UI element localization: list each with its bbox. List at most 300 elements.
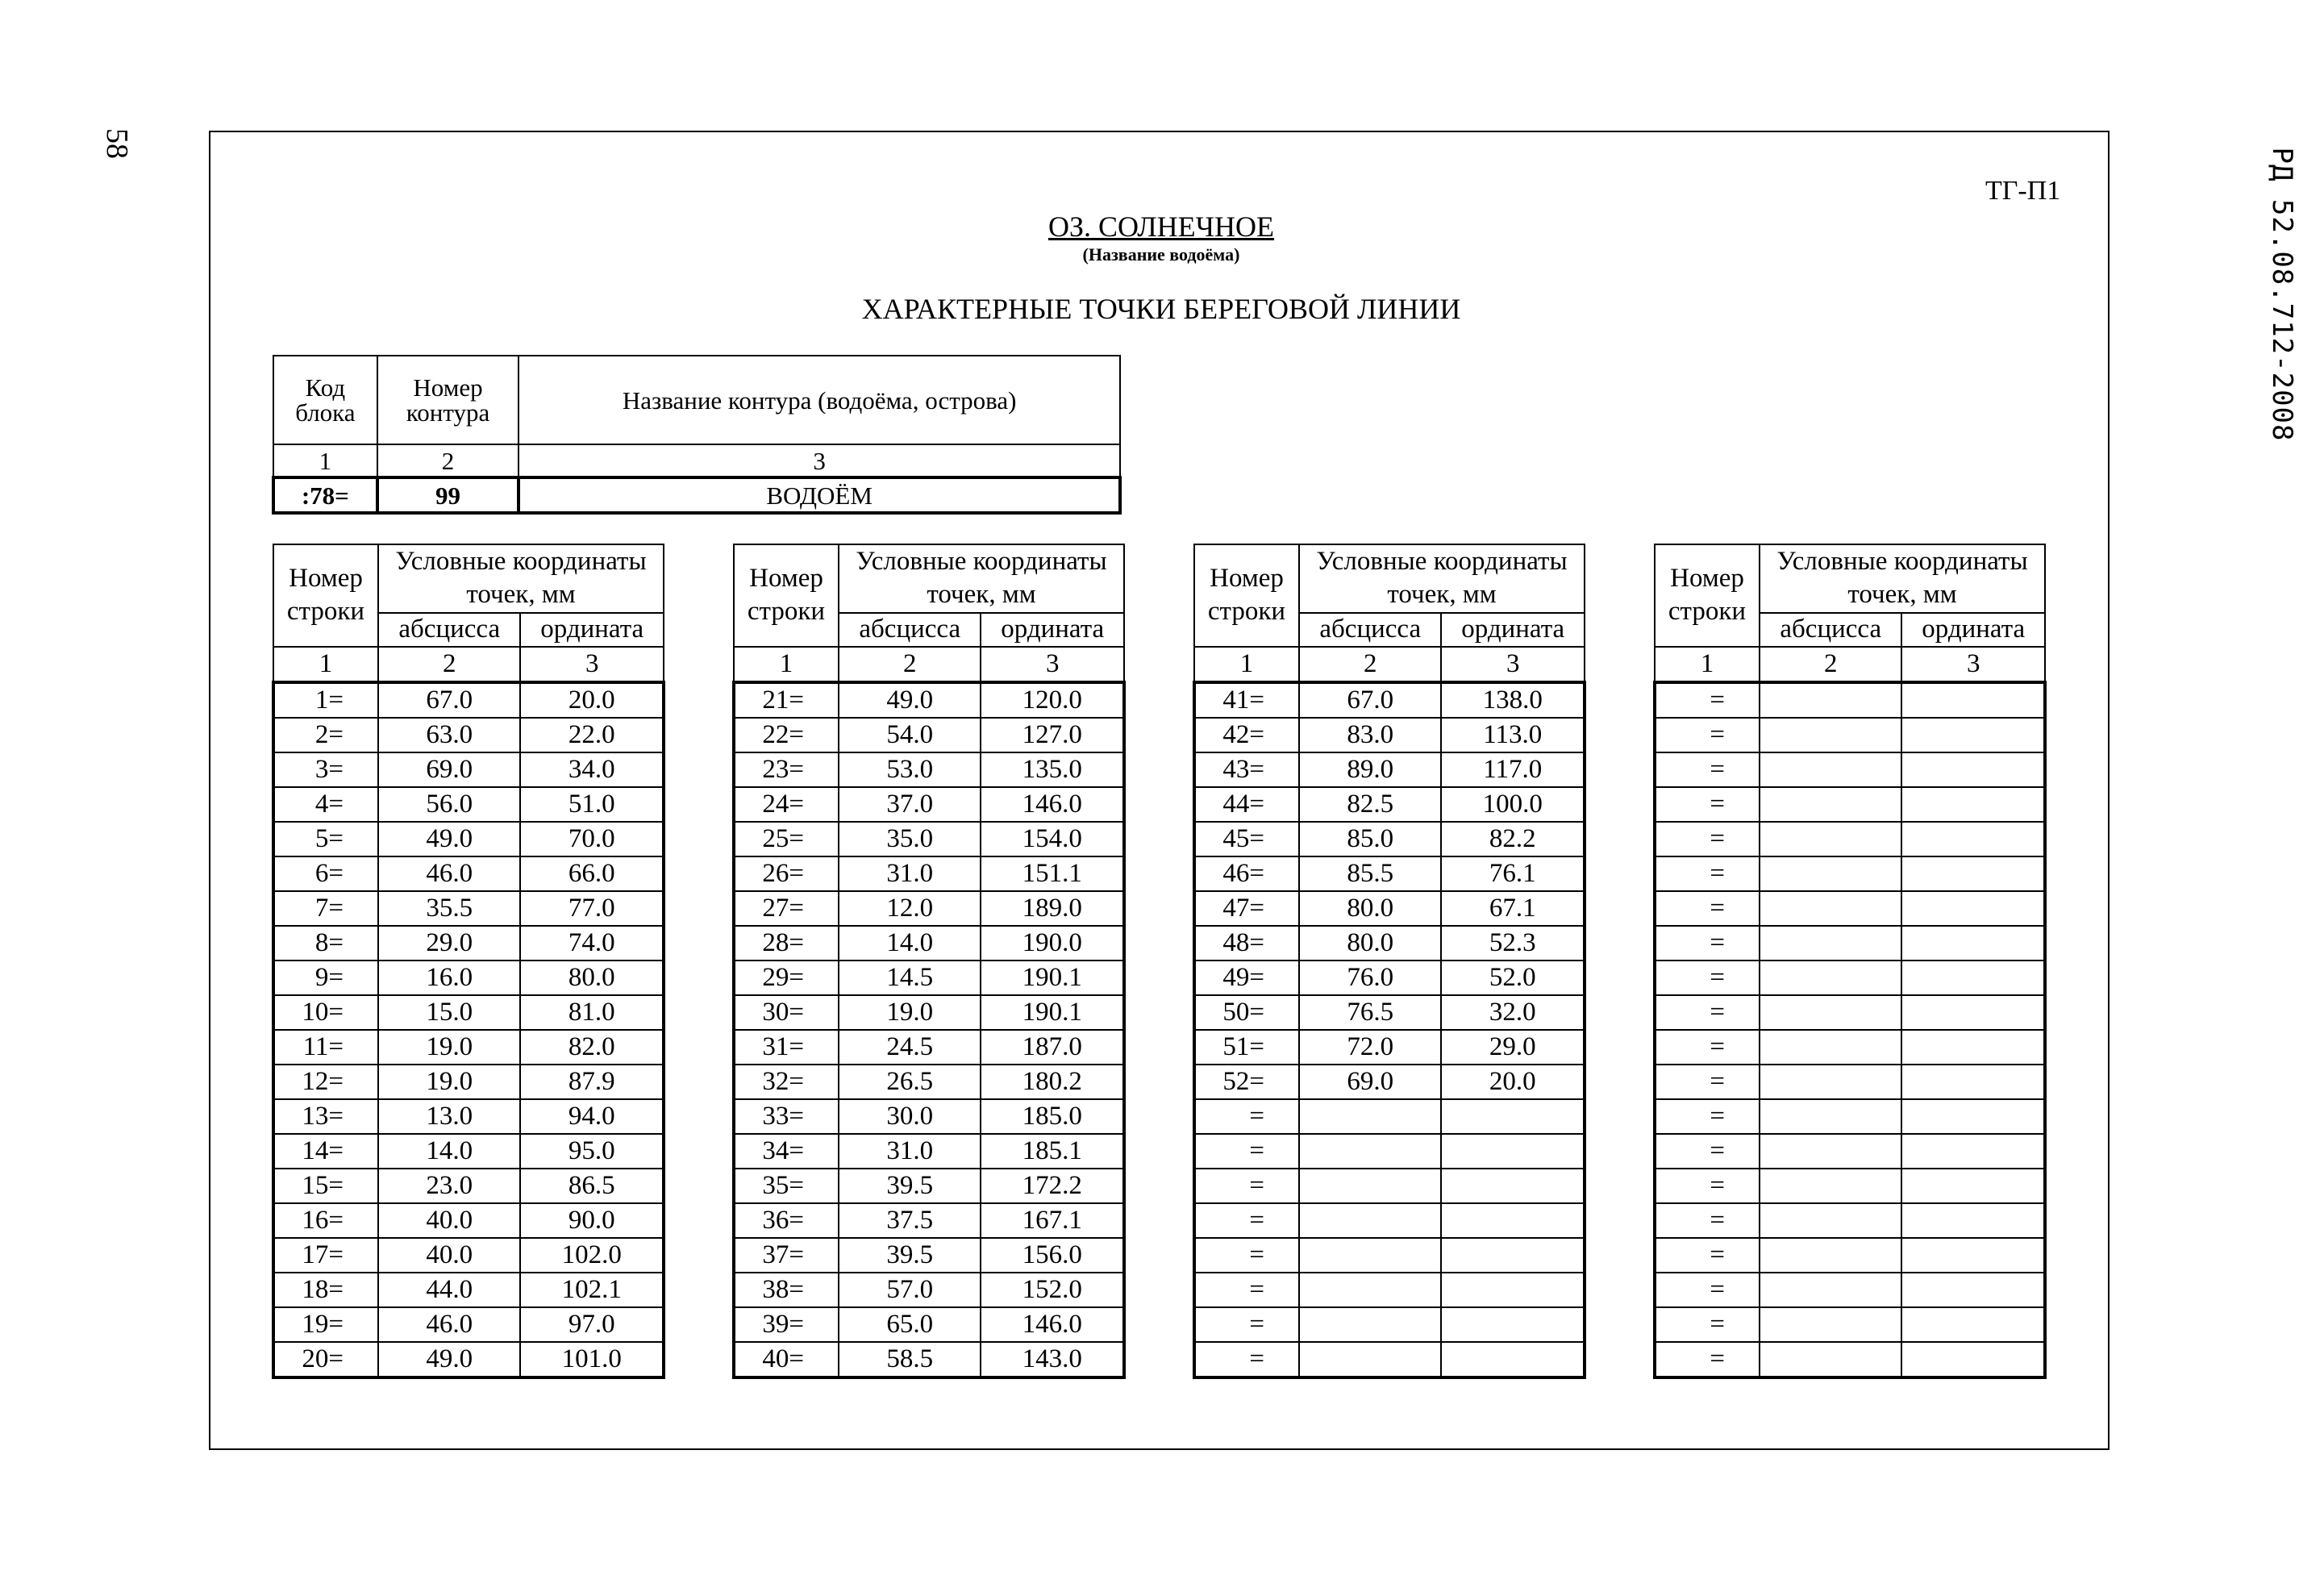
- header-row-number: Номер строки: [1655, 544, 1760, 647]
- abscissa-cell: [1299, 1203, 1441, 1238]
- ordinate-cell: 66.0: [520, 856, 664, 891]
- column-index: 2: [377, 444, 519, 477]
- abscissa-cell: [1760, 1099, 1901, 1134]
- table-row: [1655, 1307, 2045, 1342]
- abscissa-cell: 14.0: [378, 1134, 520, 1169]
- table-row: [1655, 787, 2045, 822]
- ordinate-cell: 67.1: [1441, 891, 1585, 926]
- header-coordinates: Условные координаты точек, мм: [839, 544, 1124, 613]
- row-number-cell: 13=: [273, 1099, 378, 1134]
- abscissa-cell: [1760, 718, 1901, 752]
- ordinate-cell: [1901, 752, 2045, 787]
- abscissa-cell: 76.5: [1299, 995, 1441, 1030]
- header-ordinate: ордината: [981, 613, 1124, 647]
- abscissa-cell: 19.0: [839, 995, 981, 1030]
- abscissa-cell: 72.0: [1299, 1030, 1441, 1065]
- abscissa-cell: 46.0: [378, 856, 520, 891]
- table-row: [1194, 1273, 1585, 1307]
- ordinate-cell: 95.0: [520, 1134, 664, 1169]
- abscissa-cell: 49.0: [378, 822, 520, 856]
- table-row: [1655, 891, 2045, 926]
- ordinate-cell: [1901, 718, 2045, 752]
- table-row: [1655, 1342, 2045, 1377]
- row-number-cell: =: [1655, 891, 1760, 926]
- table-row: [1194, 1307, 1585, 1342]
- table-row: [734, 1238, 1124, 1273]
- ordinate-cell: [1901, 1273, 2045, 1307]
- row-number-cell: 37=: [734, 1238, 839, 1273]
- header-row-number: Номер строки: [273, 544, 378, 647]
- table-row: [1655, 682, 2045, 718]
- abscissa-cell: [1760, 1203, 1901, 1238]
- row-number-cell: 16=: [273, 1203, 378, 1238]
- row-number-cell: 20=: [273, 1342, 378, 1377]
- row-number-cell: 42=: [1194, 718, 1299, 752]
- table-row: [1655, 961, 2045, 995]
- ordinate-cell: 189.0: [981, 891, 1124, 926]
- row-number-cell: =: [1655, 1273, 1760, 1307]
- table-row: [734, 926, 1124, 961]
- row-number-cell: =: [1194, 1307, 1299, 1342]
- row-number-cell: =: [1655, 1065, 1760, 1099]
- ordinate-cell: [1901, 961, 2045, 995]
- table-row: [1194, 787, 1585, 822]
- ordinate-cell: 190.0: [981, 926, 1124, 961]
- abscissa-cell: 85.0: [1299, 822, 1441, 856]
- column-index: 1: [273, 647, 378, 682]
- header-abscissa: абсцисса: [1299, 613, 1441, 647]
- ordinate-cell: 101.0: [520, 1342, 664, 1377]
- row-number-cell: 39=: [734, 1307, 839, 1342]
- row-number-cell: 25=: [734, 822, 839, 856]
- ordinate-cell: [1901, 891, 2045, 926]
- ordinate-cell: 143.0: [981, 1342, 1124, 1377]
- form-code: ТГ-П1: [1985, 176, 2061, 206]
- table-row: [1194, 995, 1585, 1030]
- abscissa-cell: [1760, 1307, 1901, 1342]
- ordinate-cell: 94.0: [520, 1099, 664, 1134]
- table-row: [273, 961, 664, 995]
- abscissa-cell: 83.0: [1299, 718, 1441, 752]
- contour-header-table: [272, 355, 1122, 515]
- table-row: [1194, 1030, 1585, 1065]
- header-abscissa: абсцисса: [1760, 613, 1901, 647]
- ordinate-cell: 151.1: [981, 856, 1124, 891]
- ordinate-cell: 138.0: [1441, 682, 1585, 718]
- table-row: [273, 1065, 664, 1099]
- abscissa-cell: 29.0: [378, 926, 520, 961]
- table-row: [273, 787, 664, 822]
- row-number-cell: 14=: [273, 1134, 378, 1169]
- abscissa-cell: 30.0: [839, 1099, 981, 1134]
- ordinate-cell: 74.0: [520, 926, 664, 961]
- table-row: [734, 1099, 1124, 1134]
- header-block-code: Код блока: [273, 356, 377, 444]
- ordinate-cell: 82.2: [1441, 822, 1585, 856]
- abscissa-cell: 67.0: [1299, 682, 1441, 718]
- row-number-cell: 50=: [1194, 995, 1299, 1030]
- row-number-cell: 7=: [273, 891, 378, 926]
- table-row: [734, 682, 1124, 718]
- row-number-cell: 46=: [1194, 856, 1299, 891]
- ordinate-cell: 52.0: [1441, 961, 1585, 995]
- ordinate-cell: 154.0: [981, 822, 1124, 856]
- table-row: [273, 752, 664, 787]
- row-number-cell: 3=: [273, 752, 378, 787]
- ordinate-cell: [1901, 682, 2045, 718]
- row-number-cell: 5=: [273, 822, 378, 856]
- ordinate-cell: [1901, 1307, 2045, 1342]
- ordinate-cell: 190.1: [981, 995, 1124, 1030]
- abscissa-cell: 44.0: [378, 1273, 520, 1307]
- row-number-cell: 22=: [734, 718, 839, 752]
- table-row: [734, 1065, 1124, 1099]
- row-number-cell: =: [1655, 856, 1760, 891]
- row-number-cell: 51=: [1194, 1030, 1299, 1065]
- ordinate-cell: [1901, 787, 2045, 822]
- row-number-cell: 19=: [273, 1307, 378, 1342]
- row-number-cell: =: [1194, 1238, 1299, 1273]
- ordinate-cell: [1441, 1307, 1585, 1342]
- ordinate-cell: 187.0: [981, 1030, 1124, 1065]
- abscissa-cell: 69.0: [1299, 1065, 1441, 1099]
- abscissa-cell: 49.0: [378, 1342, 520, 1377]
- ordinate-cell: 22.0: [520, 718, 664, 752]
- table-row: [1194, 961, 1585, 995]
- row-number-cell: =: [1655, 752, 1760, 787]
- abscissa-cell: [1299, 1342, 1441, 1377]
- abscissa-cell: 39.5: [839, 1169, 981, 1203]
- column-index: 1: [734, 647, 839, 682]
- ordinate-cell: 32.0: [1441, 995, 1585, 1030]
- row-number-cell: 33=: [734, 1099, 839, 1134]
- row-number-cell: =: [1655, 1238, 1760, 1273]
- abscissa-cell: 35.0: [839, 822, 981, 856]
- table-row: [273, 995, 664, 1030]
- header-coordinates: Условные координаты точек, мм: [378, 544, 664, 613]
- abscissa-cell: [1760, 1169, 1901, 1203]
- abscissa-cell: 35.5: [378, 891, 520, 926]
- table-row: [734, 891, 1124, 926]
- table-row: [734, 1134, 1124, 1169]
- ordinate-cell: 120.0: [981, 682, 1124, 718]
- row-number-cell: =: [1194, 1099, 1299, 1134]
- coordinates-rows: [273, 682, 664, 1377]
- ordinate-cell: 180.2: [981, 1065, 1124, 1099]
- abscissa-cell: 69.0: [378, 752, 520, 787]
- ordinate-cell: [1901, 1342, 2045, 1377]
- abscissa-cell: [1760, 961, 1901, 995]
- table-row: [1655, 926, 2045, 961]
- row-number-cell: 15=: [273, 1169, 378, 1203]
- header-row-number: Номер строки: [734, 544, 839, 647]
- abscissa-cell: 57.0: [839, 1273, 981, 1307]
- abscissa-cell: 19.0: [378, 1065, 520, 1099]
- table-row: [734, 1307, 1124, 1342]
- abscissa-cell: 14.0: [839, 926, 981, 961]
- table-row: [273, 1342, 664, 1377]
- row-number-cell: 21=: [734, 682, 839, 718]
- abscissa-cell: [1299, 1273, 1441, 1307]
- table-row: [734, 822, 1124, 856]
- row-number-cell: 35=: [734, 1169, 839, 1203]
- table-row: [273, 1099, 664, 1134]
- ordinate-cell: 29.0: [1441, 1030, 1585, 1065]
- row-number-cell: 47=: [1194, 891, 1299, 926]
- ordinate-cell: 185.1: [981, 1134, 1124, 1169]
- abscissa-cell: [1760, 891, 1901, 926]
- table-row: [273, 1134, 664, 1169]
- abscissa-cell: [1299, 1307, 1441, 1342]
- table-row: [1194, 1169, 1585, 1203]
- table-row: [273, 1307, 664, 1342]
- row-number-cell: 31=: [734, 1030, 839, 1065]
- coordinates-table-4: [1653, 544, 2047, 1379]
- row-number-cell: 26=: [734, 856, 839, 891]
- coordinates-table-2: [732, 544, 1126, 1379]
- row-number-cell: =: [1194, 1169, 1299, 1203]
- row-number-cell: 9=: [273, 961, 378, 995]
- abscissa-cell: 63.0: [378, 718, 520, 752]
- ordinate-cell: 127.0: [981, 718, 1124, 752]
- header-abscissa: абсцисса: [378, 613, 520, 647]
- table-row: [273, 1030, 664, 1065]
- ordinate-cell: 20.0: [1441, 1065, 1585, 1099]
- ordinate-cell: [1901, 822, 2045, 856]
- ordinate-cell: [1441, 1203, 1585, 1238]
- row-number-cell: =: [1655, 961, 1760, 995]
- page-number: 58: [100, 128, 134, 159]
- table-row: [1655, 1030, 2045, 1065]
- row-number-cell: 12=: [273, 1065, 378, 1099]
- abscissa-cell: [1760, 787, 1901, 822]
- coordinates-rows: [1655, 682, 2045, 1377]
- table-row: [1194, 822, 1585, 856]
- table-row: [1655, 1238, 2045, 1273]
- table-row: [273, 1169, 664, 1203]
- table-row: [734, 787, 1124, 822]
- ordinate-cell: 190.1: [981, 961, 1124, 995]
- row-number-cell: 23=: [734, 752, 839, 787]
- table-row: [1655, 1203, 2045, 1238]
- abscissa-cell: [1760, 752, 1901, 787]
- ordinate-cell: [1901, 1134, 2045, 1169]
- table-row: [1655, 1134, 2045, 1169]
- row-number-cell: 6=: [273, 856, 378, 891]
- header-contour-name: Название контура (водоёма, острова): [519, 356, 1120, 444]
- header-contour-number: Номер контура: [377, 356, 519, 444]
- row-number-cell: 49=: [1194, 961, 1299, 995]
- ordinate-cell: 97.0: [520, 1307, 664, 1342]
- abscissa-cell: 23.0: [378, 1169, 520, 1203]
- abscissa-cell: [1299, 1238, 1441, 1273]
- row-number-cell: =: [1655, 1203, 1760, 1238]
- table-row: [1655, 856, 2045, 891]
- abscissa-cell: 37.0: [839, 787, 981, 822]
- row-number-cell: 34=: [734, 1134, 839, 1169]
- table-row: [273, 822, 664, 856]
- row-number-cell: 52=: [1194, 1065, 1299, 1099]
- table-row: [1194, 1099, 1585, 1134]
- row-number-cell: 32=: [734, 1065, 839, 1099]
- abscissa-cell: 14.5: [839, 961, 981, 995]
- table-row: [734, 1342, 1124, 1377]
- ordinate-cell: 167.1: [981, 1203, 1124, 1238]
- ordinate-cell: [1901, 1030, 2045, 1065]
- column-index: 2: [839, 647, 981, 682]
- row-number-cell: 36=: [734, 1203, 839, 1238]
- table-row: [1655, 752, 2045, 787]
- row-number-cell: 17=: [273, 1238, 378, 1273]
- abscissa-cell: [1760, 822, 1901, 856]
- row-number-cell: 38=: [734, 1273, 839, 1307]
- ordinate-cell: 81.0: [520, 995, 664, 1030]
- ordinate-cell: 51.0: [520, 787, 664, 822]
- ordinate-cell: [1441, 1134, 1585, 1169]
- abscissa-cell: 67.0: [378, 682, 520, 718]
- ordinate-cell: 34.0: [520, 752, 664, 787]
- table-row: [1194, 1342, 1585, 1377]
- lake-name-caption: (Название водоёма): [1082, 244, 1240, 265]
- table-row: [1655, 1099, 2045, 1134]
- table-row: [273, 718, 664, 752]
- column-index: 2: [1760, 647, 1901, 682]
- abscissa-cell: [1760, 926, 1901, 961]
- ordinate-cell: [1441, 1169, 1585, 1203]
- document-code: РД 52.08.712-2008: [2266, 147, 2298, 442]
- header-coordinates: Условные координаты точек, мм: [1760, 544, 2045, 613]
- row-number-cell: 40=: [734, 1342, 839, 1377]
- column-index: 1: [1655, 647, 1760, 682]
- abscissa-cell: 76.0: [1299, 961, 1441, 995]
- header-ordinate: ордината: [520, 613, 664, 647]
- ordinate-cell: [1441, 1273, 1585, 1307]
- abscissa-cell: 31.0: [839, 1134, 981, 1169]
- row-number-cell: 1=: [273, 682, 378, 718]
- table-row: [273, 891, 664, 926]
- abscissa-cell: 19.0: [378, 1030, 520, 1065]
- header-coordinates: Условные координаты точек, мм: [1299, 544, 1585, 613]
- ordinate-cell: 102.1: [520, 1273, 664, 1307]
- row-number-cell: =: [1655, 1307, 1760, 1342]
- header-ordinate: ордината: [1901, 613, 2045, 647]
- ordinate-cell: 80.0: [520, 961, 664, 995]
- row-number-cell: 2=: [273, 718, 378, 752]
- table-row: [273, 1273, 664, 1307]
- abscissa-cell: 85.5: [1299, 856, 1441, 891]
- ordinate-cell: 70.0: [520, 822, 664, 856]
- ordinate-cell: 113.0: [1441, 718, 1585, 752]
- row-number-cell: 45=: [1194, 822, 1299, 856]
- ordinate-cell: 82.0: [520, 1030, 664, 1065]
- table-row: [734, 718, 1124, 752]
- ordinate-cell: [1901, 1169, 2045, 1203]
- abscissa-cell: 12.0: [839, 891, 981, 926]
- ordinate-cell: 102.0: [520, 1238, 664, 1273]
- abscissa-cell: [1760, 856, 1901, 891]
- abscissa-cell: 37.5: [839, 1203, 981, 1238]
- table-row: [1194, 682, 1585, 718]
- row-number-cell: 18=: [273, 1273, 378, 1307]
- ordinate-cell: 86.5: [520, 1169, 664, 1203]
- table-row: [734, 1273, 1124, 1307]
- table-row: [273, 926, 664, 961]
- table-row: [734, 1030, 1124, 1065]
- contour-name-value: ВОДОЁМ: [519, 477, 1120, 513]
- abscissa-cell: [1760, 682, 1901, 718]
- table-row: [1655, 1169, 2045, 1203]
- coordinates-table-1: [272, 544, 665, 1379]
- document-title: ХАРАКТЕРНЫЕ ТОЧКИ БЕРЕГОВОЙ ЛИНИИ: [861, 293, 1461, 325]
- block-code-value: :78=: [273, 477, 377, 513]
- ordinate-cell: [1441, 1342, 1585, 1377]
- row-number-cell: =: [1194, 1342, 1299, 1377]
- column-index: 3: [520, 647, 664, 682]
- table-row: [1194, 1065, 1585, 1099]
- ordinate-cell: [1901, 856, 2045, 891]
- column-index: 3: [519, 444, 1120, 477]
- row-number-cell: =: [1655, 1342, 1760, 1377]
- table-row: [1194, 1134, 1585, 1169]
- table-row: [1194, 1203, 1585, 1238]
- table-row: [1655, 718, 2045, 752]
- table-row: [273, 682, 664, 718]
- abscissa-cell: 80.0: [1299, 926, 1441, 961]
- header-ordinate: ордината: [1441, 613, 1585, 647]
- contour-number-value: 99: [377, 477, 519, 513]
- table-row: [734, 856, 1124, 891]
- ordinate-cell: 77.0: [520, 891, 664, 926]
- row-number-cell: 11=: [273, 1030, 378, 1065]
- column-index: 1: [273, 444, 377, 477]
- ordinate-cell: 76.1: [1441, 856, 1585, 891]
- ordinate-cell: [1901, 1065, 2045, 1099]
- row-number-cell: =: [1655, 822, 1760, 856]
- table-row: [1655, 1065, 2045, 1099]
- ordinate-cell: 152.0: [981, 1273, 1124, 1307]
- abscissa-cell: 46.0: [378, 1307, 520, 1342]
- abscissa-cell: [1760, 1065, 1901, 1099]
- row-number-cell: 41=: [1194, 682, 1299, 718]
- coordinates-rows: [1194, 682, 1585, 1377]
- row-number-cell: =: [1194, 1134, 1299, 1169]
- abscissa-cell: [1299, 1169, 1441, 1203]
- abscissa-cell: [1760, 1134, 1901, 1169]
- row-number-cell: 48=: [1194, 926, 1299, 961]
- table-row: [734, 1203, 1124, 1238]
- row-number-cell: =: [1655, 1169, 1760, 1203]
- abscissa-cell: 65.0: [839, 1307, 981, 1342]
- table-row: [1194, 926, 1585, 961]
- row-number-cell: 24=: [734, 787, 839, 822]
- ordinate-cell: 172.2: [981, 1169, 1124, 1203]
- row-number-cell: 10=: [273, 995, 378, 1030]
- abscissa-cell: 16.0: [378, 961, 520, 995]
- abscissa-cell: 13.0: [378, 1099, 520, 1134]
- column-index: 2: [1299, 647, 1441, 682]
- row-number-cell: 27=: [734, 891, 839, 926]
- row-number-cell: =: [1655, 718, 1760, 752]
- column-index: 2: [378, 647, 520, 682]
- ordinate-cell: [1901, 1099, 2045, 1134]
- row-number-cell: =: [1655, 995, 1760, 1030]
- row-number-cell: =: [1194, 1273, 1299, 1307]
- header-row-number: Номер строки: [1194, 544, 1299, 647]
- abscissa-cell: 80.0: [1299, 891, 1441, 926]
- row-number-cell: 43=: [1194, 752, 1299, 787]
- table-row: [1655, 1273, 2045, 1307]
- abscissa-cell: 24.5: [839, 1030, 981, 1065]
